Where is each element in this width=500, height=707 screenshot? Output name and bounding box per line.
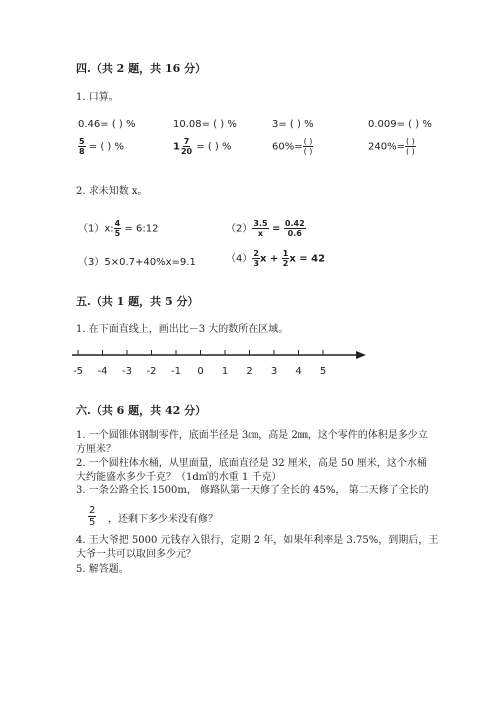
number-line-tick-label: -5 bbox=[73, 366, 83, 377]
oral-calc-item: 0.46= ( ) % bbox=[78, 119, 136, 130]
oral-calc-item: 10.08= ( ) % bbox=[173, 119, 237, 130]
fraction: $\frac{0.42}{0.6}$ bbox=[284, 219, 305, 238]
fraction: $\frac{( )}{( )}$ bbox=[405, 137, 415, 156]
question-6-4-line-1: 4. 王大爷把 5000 元钱存入银行，定期 2 年，如果年利率是 3.75%，到期后，王 bbox=[76, 535, 439, 546]
question-6-2-line-2: 大约能盛水多少千克？（1d㎥的水重 1 千克） bbox=[76, 472, 282, 483]
fraction: $\frac{3.5}{x}$ bbox=[253, 219, 268, 238]
question-1-label: 1. 口算。 bbox=[76, 92, 119, 103]
oral-calc-item: 240%= $\frac{( )}{( )}$ bbox=[368, 137, 415, 156]
question-6-1-line-2: 方厘米？ bbox=[76, 444, 116, 455]
number-line-tick-label: 1 bbox=[221, 366, 229, 377]
equation-2: （2） $\frac{3.5}{x}$ = $\frac{0.42}{0.6}$ bbox=[226, 219, 305, 238]
section-5-title: 五.（共 1 题，共 5 分） bbox=[76, 295, 199, 308]
oral-calc-item: 0.009= ( ) % bbox=[368, 119, 432, 130]
number-line-tick-label: 0 bbox=[197, 366, 204, 377]
question-6-1-line-1: 1. 一个圆锥体钢制零件，底面半径是 3㎝，高是 2㎜，这个零件的体积是多少立 bbox=[76, 430, 428, 441]
fraction: $\frac{7}{20}$ bbox=[180, 137, 193, 156]
number-line-arrow bbox=[356, 351, 366, 359]
question-6-4-line-2: 大爷一共可以取回多少元？ bbox=[76, 549, 196, 560]
section-6-title: 六.（共 6 题，共 42 分） bbox=[76, 404, 207, 417]
equation-1: （1）x: $\frac{4}{5}$ = 6:12 bbox=[78, 219, 159, 238]
oral-calc-item: 1 $\frac{7}{20}$ = ( ) % bbox=[173, 137, 232, 156]
fraction: $\frac{5}{8}$ bbox=[79, 137, 85, 156]
fraction: $\frac{( )}{( )}$ bbox=[303, 137, 313, 156]
question-6-3-line-1: 3. 一条公路全长 1500m， 修路队第一天修了全长的 45%， 第二天修了全长的 bbox=[76, 485, 429, 496]
number-line-tick-label: -4 bbox=[97, 366, 108, 377]
fraction: $\frac{2}{5}$ bbox=[89, 505, 96, 528]
number-line bbox=[70, 348, 370, 382]
number-line-tick-label: 4 bbox=[295, 366, 302, 377]
fraction: $\frac{4}{5}$ bbox=[114, 219, 121, 238]
number-line-tick-label: 5 bbox=[319, 366, 327, 377]
number-line-tick-label: 3 bbox=[270, 366, 278, 377]
fraction: $\frac{1}{2}$ bbox=[282, 249, 289, 268]
oral-calc-item: 3= ( ) % bbox=[272, 119, 314, 130]
equation-3: （3）5×0.7+40%x=9.1 bbox=[78, 257, 196, 268]
number-line-tick-label: -1 bbox=[171, 366, 181, 377]
question-6-5: 5. 解答题。 bbox=[76, 564, 129, 575]
equation-4: （4） $\frac{2}{3}$ x + $\frac{1}{2}$ x = 42 bbox=[226, 249, 326, 268]
question-6-3-line-2 bbox=[88, 505, 96, 528]
number-line-tick-label: 2 bbox=[246, 366, 253, 377]
number-line-tick-label: -3 bbox=[122, 366, 132, 377]
fraction: $\frac{2}{3}$ bbox=[253, 249, 259, 268]
question-2-label: 2. 求未知数 x。 bbox=[76, 186, 148, 197]
number-line-tick-label: -2 bbox=[146, 366, 157, 377]
question-5-1-label: 1. 在下面直线上，画出比－3 大的数所在区域。 bbox=[76, 324, 289, 335]
question-6-3-line-2-text: ，还剩下多少米没有修？ bbox=[108, 514, 218, 525]
question-6-2-line-1: 2. 一个圆柱体水桶，从里面量，底面直径是 32 厘米，高是 50 厘米，这个水桶 bbox=[76, 458, 427, 469]
oral-calc-item: 60%= $\frac{( )}{( )}$ bbox=[272, 137, 313, 156]
oral-calc-item: $\frac{5}{8}$ = ( ) % bbox=[79, 137, 124, 156]
section-4-title: 四.（共 2 题，共 16 分） bbox=[76, 62, 207, 75]
